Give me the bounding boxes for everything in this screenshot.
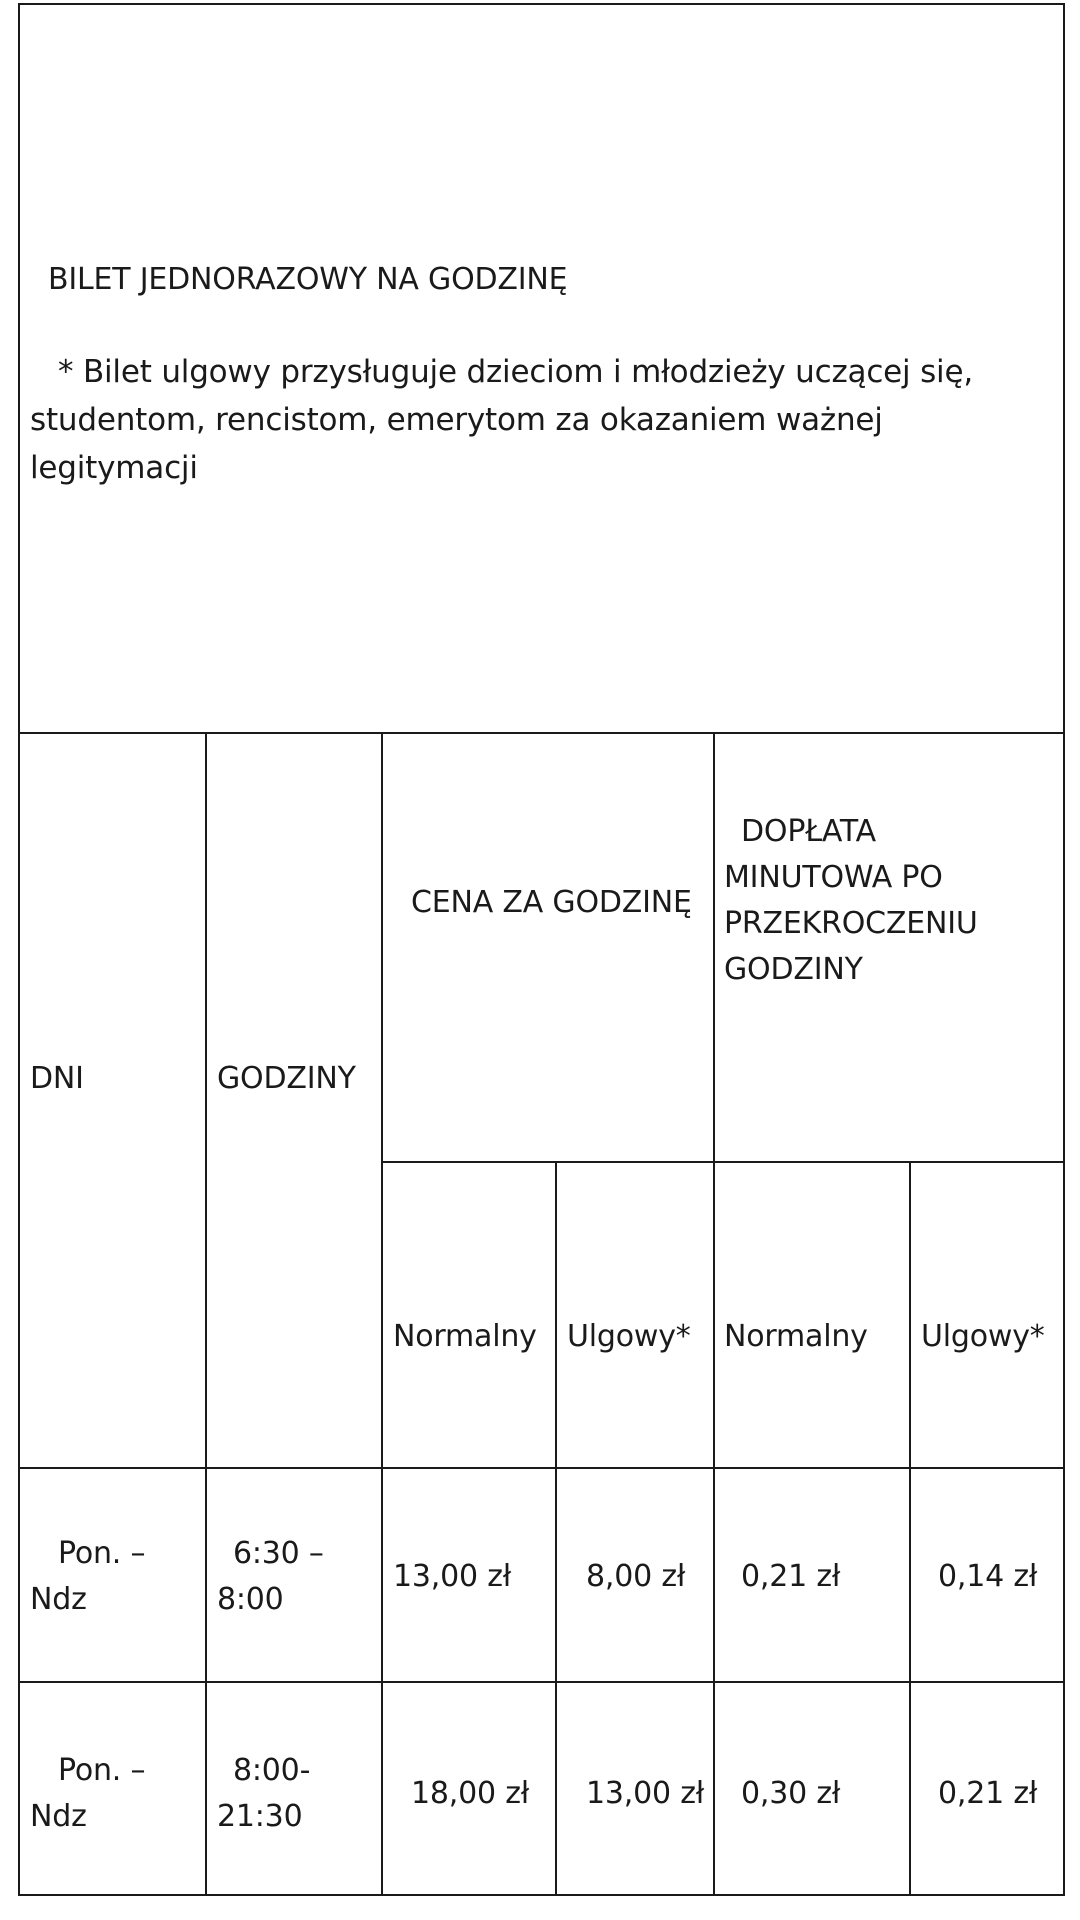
grid-line	[20, 1681, 1065, 1683]
header-hours: GODZINY	[217, 1061, 356, 1096]
header-surcharge-line-4: GODZINY	[724, 952, 863, 987]
header-surcharge-line-3: PRZEKROCZENIU	[724, 906, 978, 941]
grid-line	[909, 1161, 911, 1896]
row-surcharge-normal: 0,30 zł	[741, 1776, 841, 1811]
table-row-days	[30, 1748, 145, 1840]
grid-line	[555, 1161, 557, 1896]
row-surcharge-reduced: 0,14 zł	[938, 1559, 1038, 1594]
reduced-ticket-note	[30, 348, 1030, 492]
row-days-line-1: Pon. –	[58, 1753, 146, 1788]
grid-line	[20, 1467, 1065, 1469]
header-surcharge-line-1: DOPŁATA	[741, 814, 876, 849]
table-row-hours	[217, 1748, 310, 1840]
row-days-line-2: Ndz	[30, 1799, 87, 1834]
header-surcharge	[724, 809, 978, 993]
row-days-line-1: Pon. –	[58, 1536, 146, 1571]
row-surcharge-normal: 0,21 zł	[741, 1559, 841, 1594]
row-price-reduced: 13,00 zł	[586, 1776, 705, 1811]
row-hours-line-1: 6:30 –	[233, 1536, 324, 1571]
header-normal-price: Normalny	[393, 1319, 537, 1354]
row-price-normal: 18,00 zł	[411, 1776, 530, 1811]
ticket-title: BILET JEDNORAZOWY NA GODZINĘ	[48, 262, 568, 297]
pricing-table	[18, 3, 1065, 1896]
note-line-2: studentom, rencistom, emerytom za okazaniem ważnej	[30, 402, 883, 438]
row-hours-line-1: 8:00-	[233, 1753, 311, 1788]
row-hours-line-2: 21:30	[217, 1799, 303, 1834]
header-surcharge-line-2: MINUTOWA PO	[724, 860, 943, 895]
header-reduced-surcharge: Ulgowy*	[921, 1319, 1045, 1354]
grid-line	[381, 1161, 1065, 1163]
grid-line	[381, 734, 383, 1896]
ticket-header	[20, 5, 1063, 734]
header-reduced-price: Ulgowy*	[567, 1319, 691, 1354]
row-price-reduced: 8,00 zł	[586, 1559, 686, 1594]
grid-line	[205, 734, 207, 1896]
header-days: DNI	[30, 1061, 84, 1096]
header-price-per-hour: CENA ZA GODZINĘ	[411, 885, 692, 920]
grid-line	[713, 734, 715, 1896]
row-surcharge-reduced: 0,21 zł	[938, 1776, 1038, 1811]
row-price-normal: 13,00 zł	[393, 1559, 512, 1594]
note-line-3: legitymacji	[30, 450, 198, 486]
row-days-line-2: Ndz	[30, 1582, 87, 1617]
header-normal-surcharge: Normalny	[724, 1319, 868, 1354]
table-row-days	[30, 1531, 145, 1623]
row-hours-line-2: 8:00	[217, 1582, 284, 1617]
table-row-hours	[217, 1531, 324, 1623]
note-line-1: * Bilet ulgowy przysługuje dzieciom i młodzieży uczącej się,	[58, 354, 973, 390]
